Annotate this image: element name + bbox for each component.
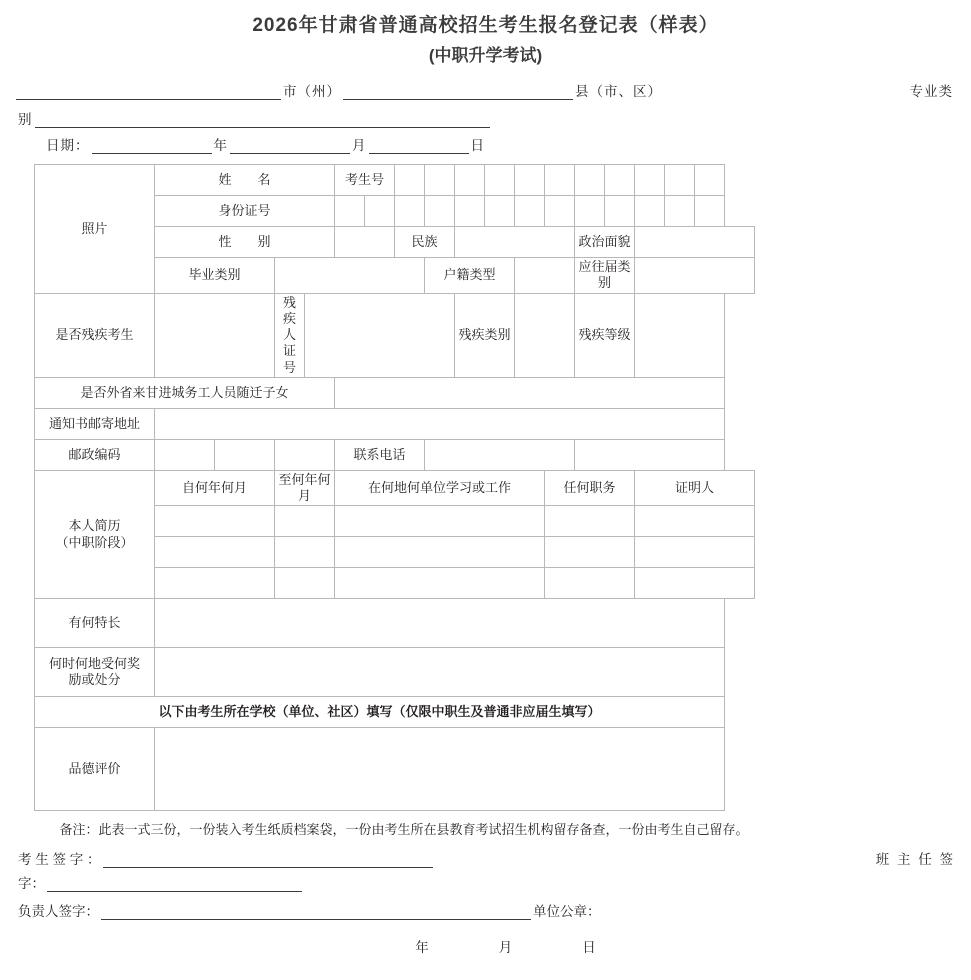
footer-date-row (0, 936, 971, 956)
resume-label-line1: 本人简历 (68, 518, 121, 534)
exam-no-box[interactable] (425, 165, 455, 196)
registration-table (34, 164, 755, 811)
candidate-sign-row (16, 848, 955, 868)
postcode-box[interactable] (155, 439, 215, 470)
phone-value[interactable] (425, 439, 575, 470)
id-no-box[interactable] (545, 196, 575, 227)
resume-col1-header: 自何年何月 (155, 470, 275, 506)
disabled-level-label: 残疾等级 (575, 293, 635, 377)
moral-label: 品德评价 (35, 728, 155, 811)
resume-col2-header: 至何年何月 (275, 470, 335, 506)
id-no-box[interactable] (635, 196, 665, 227)
year-label: 年 (213, 138, 228, 153)
table-row (35, 648, 755, 697)
nation-value[interactable] (455, 227, 575, 258)
exam-no-box[interactable] (665, 165, 695, 196)
exam-no-box[interactable] (455, 165, 485, 196)
gender-label: 性 别 (155, 227, 335, 258)
id-no-box[interactable] (395, 196, 425, 227)
city-label: 市（州） (283, 84, 341, 99)
page-subtitle: (中职升学考试) (428, 46, 543, 65)
resume-cell[interactable] (335, 537, 545, 568)
teacher-sign-blank[interactable] (47, 876, 302, 892)
resume-cell[interactable] (275, 506, 335, 537)
document-page (0, 10, 971, 980)
exam-no-box[interactable] (605, 165, 635, 196)
grad-type-label: 毕业类别 (155, 258, 275, 294)
table-row (35, 599, 755, 648)
exam-no-box[interactable] (575, 165, 605, 196)
exam-no-label: 考生号 (335, 165, 395, 196)
nation-label: 民族 (395, 227, 455, 258)
political-value[interactable] (635, 227, 755, 258)
phone-label: 联系电话 (335, 439, 425, 470)
resume-label-line2: （中职阶段） (55, 534, 134, 550)
footer-note: 备注：此表一式三份，一份装入考生纸质档案袋，一份由考生所在县教育考试招生机构留存备查，一份由考生自己留存。 (59, 822, 749, 838)
resume-col5-header: 证明人 (635, 470, 755, 506)
id-no-box[interactable] (515, 196, 545, 227)
month-label: 月 (352, 138, 367, 153)
disabled-cat-label: 残疾类别 (455, 293, 515, 377)
footer-day: 日 (582, 940, 596, 956)
id-no-box[interactable] (455, 196, 485, 227)
specialty-value[interactable] (155, 599, 725, 648)
resume-cell[interactable] (635, 568, 755, 599)
id-no-box[interactable] (605, 196, 635, 227)
disabled-q-value[interactable] (155, 293, 275, 377)
resume-cell[interactable] (155, 506, 275, 537)
moral-value[interactable] (155, 728, 725, 811)
specialty-label: 有何特长 (35, 599, 155, 648)
name-label: 姓 名 (155, 165, 335, 196)
county-blank[interactable] (343, 84, 573, 100)
resume-cell[interactable] (155, 537, 275, 568)
candidate-sign-blank[interactable] (103, 852, 433, 868)
teacher-sign-label-2: 字： (18, 876, 45, 892)
exam-no-box[interactable] (515, 165, 545, 196)
disabled-cert-label: 残疾人证号 (275, 293, 305, 377)
exam-no-box[interactable] (635, 165, 665, 196)
resume-cell[interactable] (635, 537, 755, 568)
id-no-label: 身份证号 (155, 196, 335, 227)
table-row (35, 728, 755, 811)
id-no-box[interactable] (575, 196, 605, 227)
leader-sign-blank[interactable] (101, 904, 531, 920)
day-label: 日 (470, 138, 485, 153)
resume-label (35, 470, 155, 599)
resume-cell[interactable] (335, 506, 545, 537)
household-type-label: 户籍类型 (425, 258, 515, 294)
table-row (35, 439, 755, 470)
phone-value-2[interactable] (575, 439, 725, 470)
table-row (35, 293, 755, 377)
fresh-type-value[interactable] (635, 258, 755, 294)
candidate-sign-label: 考 生 签 字 ： (18, 852, 101, 868)
teacher-sign-label: 班 主 任 签 (875, 852, 955, 868)
id-no-box[interactable] (695, 196, 725, 227)
disabled-cat-value[interactable] (515, 293, 575, 377)
postcode-label: 邮政编码 (35, 439, 155, 470)
table-row (35, 377, 755, 408)
exam-no-box[interactable] (695, 165, 725, 196)
major-label: 专业类 (909, 84, 953, 99)
county-label: 县（市、区） (575, 84, 662, 99)
political-label: 政治面貌 (575, 227, 635, 258)
award-label (35, 648, 155, 697)
grad-type-value[interactable] (275, 258, 425, 294)
resume-cell[interactable] (635, 506, 755, 537)
household-type-value[interactable] (515, 258, 575, 294)
exam-no-box[interactable] (545, 165, 575, 196)
mail-addr-value[interactable] (155, 408, 725, 439)
postcode-box[interactable] (275, 439, 335, 470)
leader-sign-label: 负责人签字： (18, 904, 99, 920)
migrant-q-value[interactable] (335, 377, 725, 408)
teacher-sign-row (16, 872, 955, 892)
id-no-box[interactable] (665, 196, 695, 227)
award-label-line2: 励或处分 (68, 672, 121, 688)
disabled-cert-value[interactable] (305, 293, 455, 377)
date-row (0, 134, 971, 154)
footer-year: 年 (415, 940, 429, 956)
resume-cell[interactable] (155, 568, 275, 599)
resume-col4-header: 任何职务 (545, 470, 635, 506)
footer-month: 月 (498, 940, 513, 956)
major-blank[interactable] (35, 112, 490, 128)
disabled-level-value[interactable] (635, 293, 725, 377)
table-row (35, 165, 755, 196)
table-row (35, 470, 755, 506)
id-no-box[interactable] (335, 196, 365, 227)
major-row (0, 108, 971, 128)
resume-cell[interactable] (545, 506, 635, 537)
resume-cell[interactable] (545, 537, 635, 568)
mail-addr-label: 通知书邮寄地址 (35, 408, 155, 439)
school-section-header: 以下由考生所在学校（单位、社区）填写（仅限中职生及普通非应届生填写） (35, 697, 725, 728)
month-blank[interactable] (230, 138, 350, 154)
fresh-type-label: 应往届类别 (575, 258, 635, 294)
award-value[interactable] (155, 648, 725, 697)
resume-cell[interactable] (275, 568, 335, 599)
official-seal-label: 单位公章： (533, 904, 601, 920)
id-no-box[interactable] (425, 196, 455, 227)
day-blank[interactable] (369, 138, 469, 154)
award-label-line1: 何时何地受何奖 (48, 656, 140, 671)
table-row (35, 408, 755, 439)
date-label: 日期： (46, 138, 90, 153)
resume-cell[interactable] (275, 537, 335, 568)
resume-col3-header: 在何地何单位学习或工作 (335, 470, 545, 506)
location-row (0, 80, 971, 100)
major-label-2: 别 (18, 112, 33, 127)
exam-no-box[interactable] (485, 165, 515, 196)
page-title: 2026年甘肃省普通高校招生考生报名登记表（样表） (252, 15, 719, 36)
signature-block (0, 848, 971, 920)
postcode-box[interactable] (215, 439, 275, 470)
id-no-box[interactable] (365, 196, 395, 227)
exam-no-box[interactable] (395, 165, 425, 196)
disabled-q-label: 是否残疾考生 (35, 293, 155, 377)
year-blank[interactable] (92, 138, 212, 154)
migrant-q-label: 是否外省来甘进城务工人员随迁子女 (35, 377, 335, 408)
city-blank[interactable] (16, 84, 281, 100)
resume-cell[interactable] (545, 568, 635, 599)
table-row (35, 697, 755, 728)
leader-sign-row (16, 900, 955, 920)
id-no-box[interactable] (485, 196, 515, 227)
resume-cell[interactable] (335, 568, 545, 599)
photo-cell[interactable]: 照片 (35, 165, 155, 294)
gender-value[interactable] (335, 227, 395, 258)
